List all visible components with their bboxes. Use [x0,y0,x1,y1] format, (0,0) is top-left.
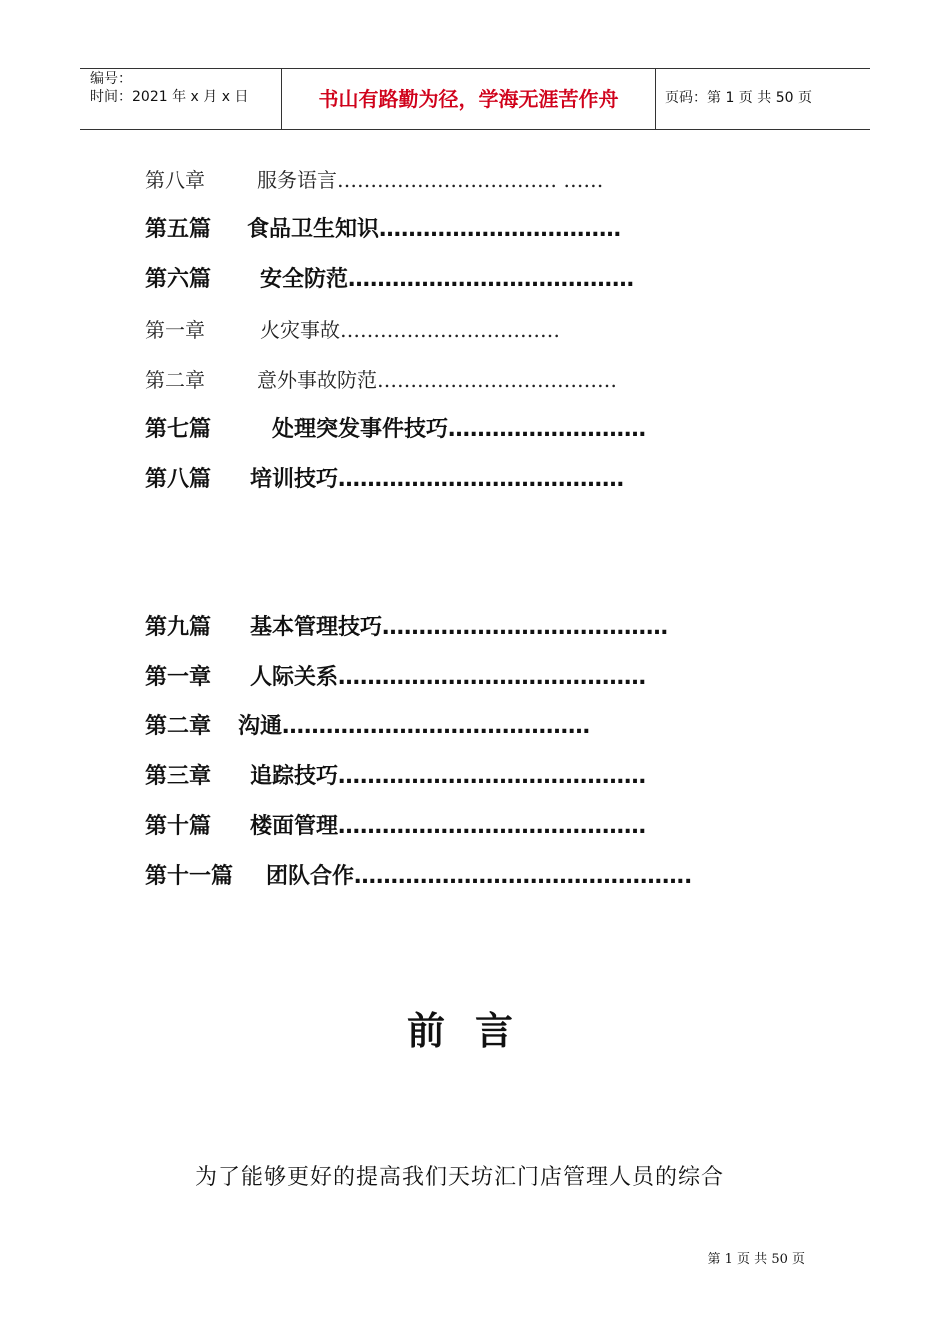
toc-number: 第五篇 [145,217,212,242]
time-label: 时间：2021 年 x 月 x 日 [90,89,249,105]
page-header [80,68,870,130]
toc-leader: ……………………… [448,417,647,442]
toc-number: 第九篇 [145,615,212,640]
toc-number: 第二章 [145,368,205,392]
toc-leader: ……………………………… [377,368,617,392]
toc-leader: ………………………………… [348,267,635,292]
toc-leader: …………………………………… [282,714,591,739]
toc-title: 火灾事故 [260,318,340,342]
toc-number: 第二章 [145,714,212,739]
toc-title: 沟通 [238,714,283,739]
toc-title: 意外事故防范 [257,368,377,392]
toc-entry [145,265,634,295]
toc-entry [145,165,603,195]
toc-leader: ………………………………… [338,467,625,492]
toc-title: 团队合作 [266,864,355,889]
toc-leader: …………………………………… [338,814,647,839]
header-page-cell [655,69,870,129]
toc-leader: …………………………………… [338,665,647,690]
page-info: 页码：第 1 页 共 50 页 [665,90,812,106]
toc-title: 人际关系 [250,665,339,690]
header-motto-cell [281,69,656,129]
toc-entry [145,365,617,395]
toc-entry [145,712,590,742]
toc-leader: ………………………………… [382,615,669,640]
toc-number: 第一章 [145,665,212,690]
toc-number: 第十篇 [145,814,212,839]
toc-leader: …………………………………… [338,764,647,789]
toc-entry [145,415,646,445]
toc-title: 基本管理技巧 [250,615,383,640]
toc-title: 食品卫生知识 [247,217,380,242]
toc-number: 第八篇 [145,467,212,492]
toc-title: 楼面管理 [250,814,339,839]
toc-number: 第十一篇 [145,864,234,889]
motto: 书山有路勤为径，学海无涯苦作舟 [318,87,619,111]
toc-leader: ………………………………………. [354,864,693,889]
toc-entry [145,215,621,245]
toc-title: 服务语言 [257,168,337,192]
toc-title: 追踪技巧 [250,764,339,789]
preface-paragraph: 为了能够更好的提高我们天坊汇门店管理人员的综合 [195,1165,725,1190]
code-label: 编号： [90,71,132,87]
toc-entry [145,862,692,892]
toc-entry [145,465,624,495]
preface-title: 前言 [406,1008,543,1053]
toc-number: 第八章 [145,168,205,192]
toc-entry [145,762,646,792]
toc-entry [145,663,646,693]
page-footer: 第 1 页 共 50 页 [707,1252,805,1267]
toc-leader: …………………………… [379,217,622,242]
toc-leader: …………………………… …… [337,168,604,192]
toc-title: 培训技巧 [250,467,339,492]
toc-number: 第七篇 [145,417,212,442]
toc-leader: …………………………… [340,318,560,342]
toc-title: 处理突发事件技巧 [272,417,449,442]
toc-number: 第六篇 [145,267,212,292]
header-meta-cell [80,69,280,129]
toc-entry [145,315,560,345]
toc-number: 第三章 [145,764,212,789]
toc-number: 第一章 [145,318,205,342]
toc-title: 安全防范 [260,267,349,292]
toc-entry [145,812,646,842]
toc-entry [145,613,668,643]
